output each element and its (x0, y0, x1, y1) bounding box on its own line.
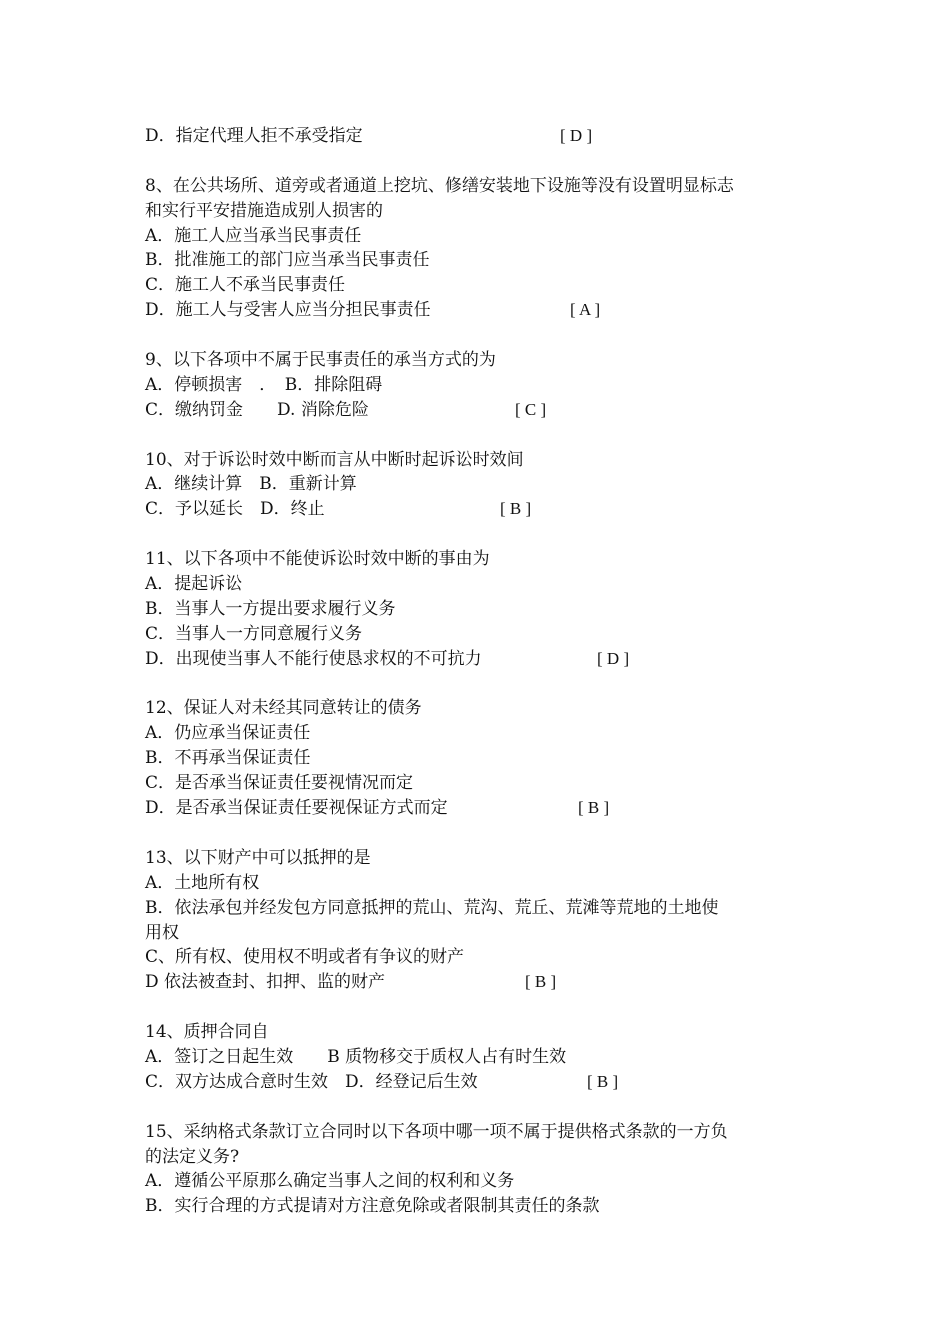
line-text: B．批准施工的部门应当承当民事责任 (145, 250, 430, 271)
line-text: 8、在公共场所、道旁或者通道上挖坑、修缮安装地下设施等没有设置明显标志 (145, 175, 734, 196)
answer-key: [ B ] (587, 1071, 619, 1091)
line-text: 的法定义务? (145, 1146, 240, 1167)
text-line (145, 696, 825, 721)
text-line (145, 921, 825, 946)
blank-line (145, 323, 825, 348)
line-text: D．指定代理人拒不承受指定 (145, 126, 363, 146)
line-text: 13、以下财产中可以抵押的是 (145, 847, 371, 868)
text-line (145, 273, 825, 298)
line-text: A．遵循公平原那么确定当事人之间的权利和义务 (145, 1171, 515, 1192)
text-line (145, 124, 825, 149)
line-text: B．当事人一方提出要求履行义务 (145, 598, 396, 619)
text-line (145, 871, 825, 896)
text-line (145, 248, 825, 273)
text-line (145, 622, 825, 647)
text-line (145, 896, 825, 921)
line-text: C．双方达成合意时生效 D．经登记后生效 (145, 1071, 478, 1092)
text-line (145, 398, 825, 423)
line-text: A．仍应承当保证责任 (145, 723, 311, 744)
line-text: C．是否承当保证责任要视情况而定 (145, 773, 414, 794)
line-text: B．不再承当保证责任 (145, 748, 311, 769)
line-text: D．是否承当保证责任要视保证方式而定 (145, 798, 448, 819)
text-line (145, 945, 825, 970)
text-line (145, 1070, 825, 1095)
text-line (145, 448, 825, 473)
blank-line (145, 149, 825, 174)
line-text: B．实行合理的方式提请对方注意免除或者限制其责任的条款 (145, 1196, 600, 1217)
answer-key: [ A ] (570, 300, 601, 320)
line-text: 9、以下各项中不属于民事责任的承当方式的为 (145, 350, 496, 371)
blank-line (145, 995, 825, 1020)
text-line (145, 771, 825, 796)
line-text: 11、以下各项中不能使诉讼时效中断的事由为 (145, 549, 490, 570)
blank-line (145, 672, 825, 697)
line-text: D 依法被查封、扣押、监的财产 (145, 972, 386, 993)
text-line (145, 1169, 825, 1194)
line-text: A．土地所有权 (145, 872, 260, 893)
text-line (145, 348, 825, 373)
text-line (145, 174, 825, 199)
text-line (145, 298, 825, 323)
line-text: D．出现使当事人不能行使恳求权的不可抗力 (145, 648, 482, 669)
text-line (145, 970, 825, 995)
text-line (145, 846, 825, 871)
line-text: C．缴纳罚金 D. 消除危险 (145, 399, 369, 420)
line-text: C．予以延长 D．终止 (145, 499, 325, 520)
text-line (145, 1120, 825, 1145)
line-text: 12、保证人对未经其同意转让的债务 (145, 698, 422, 719)
blank-line (145, 1095, 825, 1120)
text-line (145, 597, 825, 622)
text-line (145, 373, 825, 398)
answer-key: [ D ] (560, 126, 593, 145)
line-text: 10、对于诉讼时效中断而言从中断时起诉讼时效间 (145, 449, 524, 470)
line-text: C、所有权、使用权不明或者有争议的财产 (145, 947, 465, 968)
text-line (145, 497, 825, 522)
text-line (145, 547, 825, 572)
line-text: A．签订之日起生效 B 质物移交于质权人占有时生效 (145, 1046, 567, 1067)
text-line (145, 746, 825, 771)
line-text: D．施工人与受害人应当分担民事责任 (145, 300, 431, 321)
line-text: A．停顿损害 ． B．排除阻碍 (145, 374, 383, 395)
line-text: 和实行平安措施造成别人损害的 (145, 200, 383, 221)
text-line (145, 796, 825, 821)
blank-line (145, 423, 825, 448)
text-line (145, 647, 825, 672)
answer-key: [ B ] (500, 499, 532, 519)
line-text: 15、采纳格式条款订立合同时以下各项中哪一项不属于提供格式条款的一方负 (145, 1121, 728, 1142)
text-line (145, 199, 825, 224)
text-line (145, 572, 825, 597)
blank-line (145, 821, 825, 846)
answer-key: [ D ] (597, 648, 630, 668)
text-line (145, 721, 825, 746)
line-text: A．提起诉讼 (145, 574, 243, 595)
text-line (145, 1194, 825, 1219)
answer-key: [ B ] (578, 798, 610, 818)
blank-line (145, 522, 825, 547)
text-line (145, 1145, 825, 1170)
document-body (145, 124, 825, 1219)
answer-key: [ C ] (515, 399, 547, 419)
line-text: A．施工人应当承当民事责任 (145, 225, 362, 246)
line-text: C．当事人一方同意履行义务 (145, 623, 363, 644)
line-text: C．施工人不承当民事责任 (145, 275, 346, 296)
text-line (145, 1020, 825, 1045)
text-line (145, 472, 825, 497)
text-line (145, 224, 825, 249)
line-text: 用权 (145, 922, 179, 943)
answer-key: [ B ] (525, 972, 557, 992)
text-line (145, 1045, 825, 1070)
line-text: B．依法承包并经发包方同意抵押的荒山、荒沟、荒丘、荒滩等荒地的土地使 (145, 897, 719, 918)
line-text: 14、质押合同自 (145, 1022, 269, 1043)
line-text: A．继续计算 B．重新计算 (145, 474, 357, 495)
